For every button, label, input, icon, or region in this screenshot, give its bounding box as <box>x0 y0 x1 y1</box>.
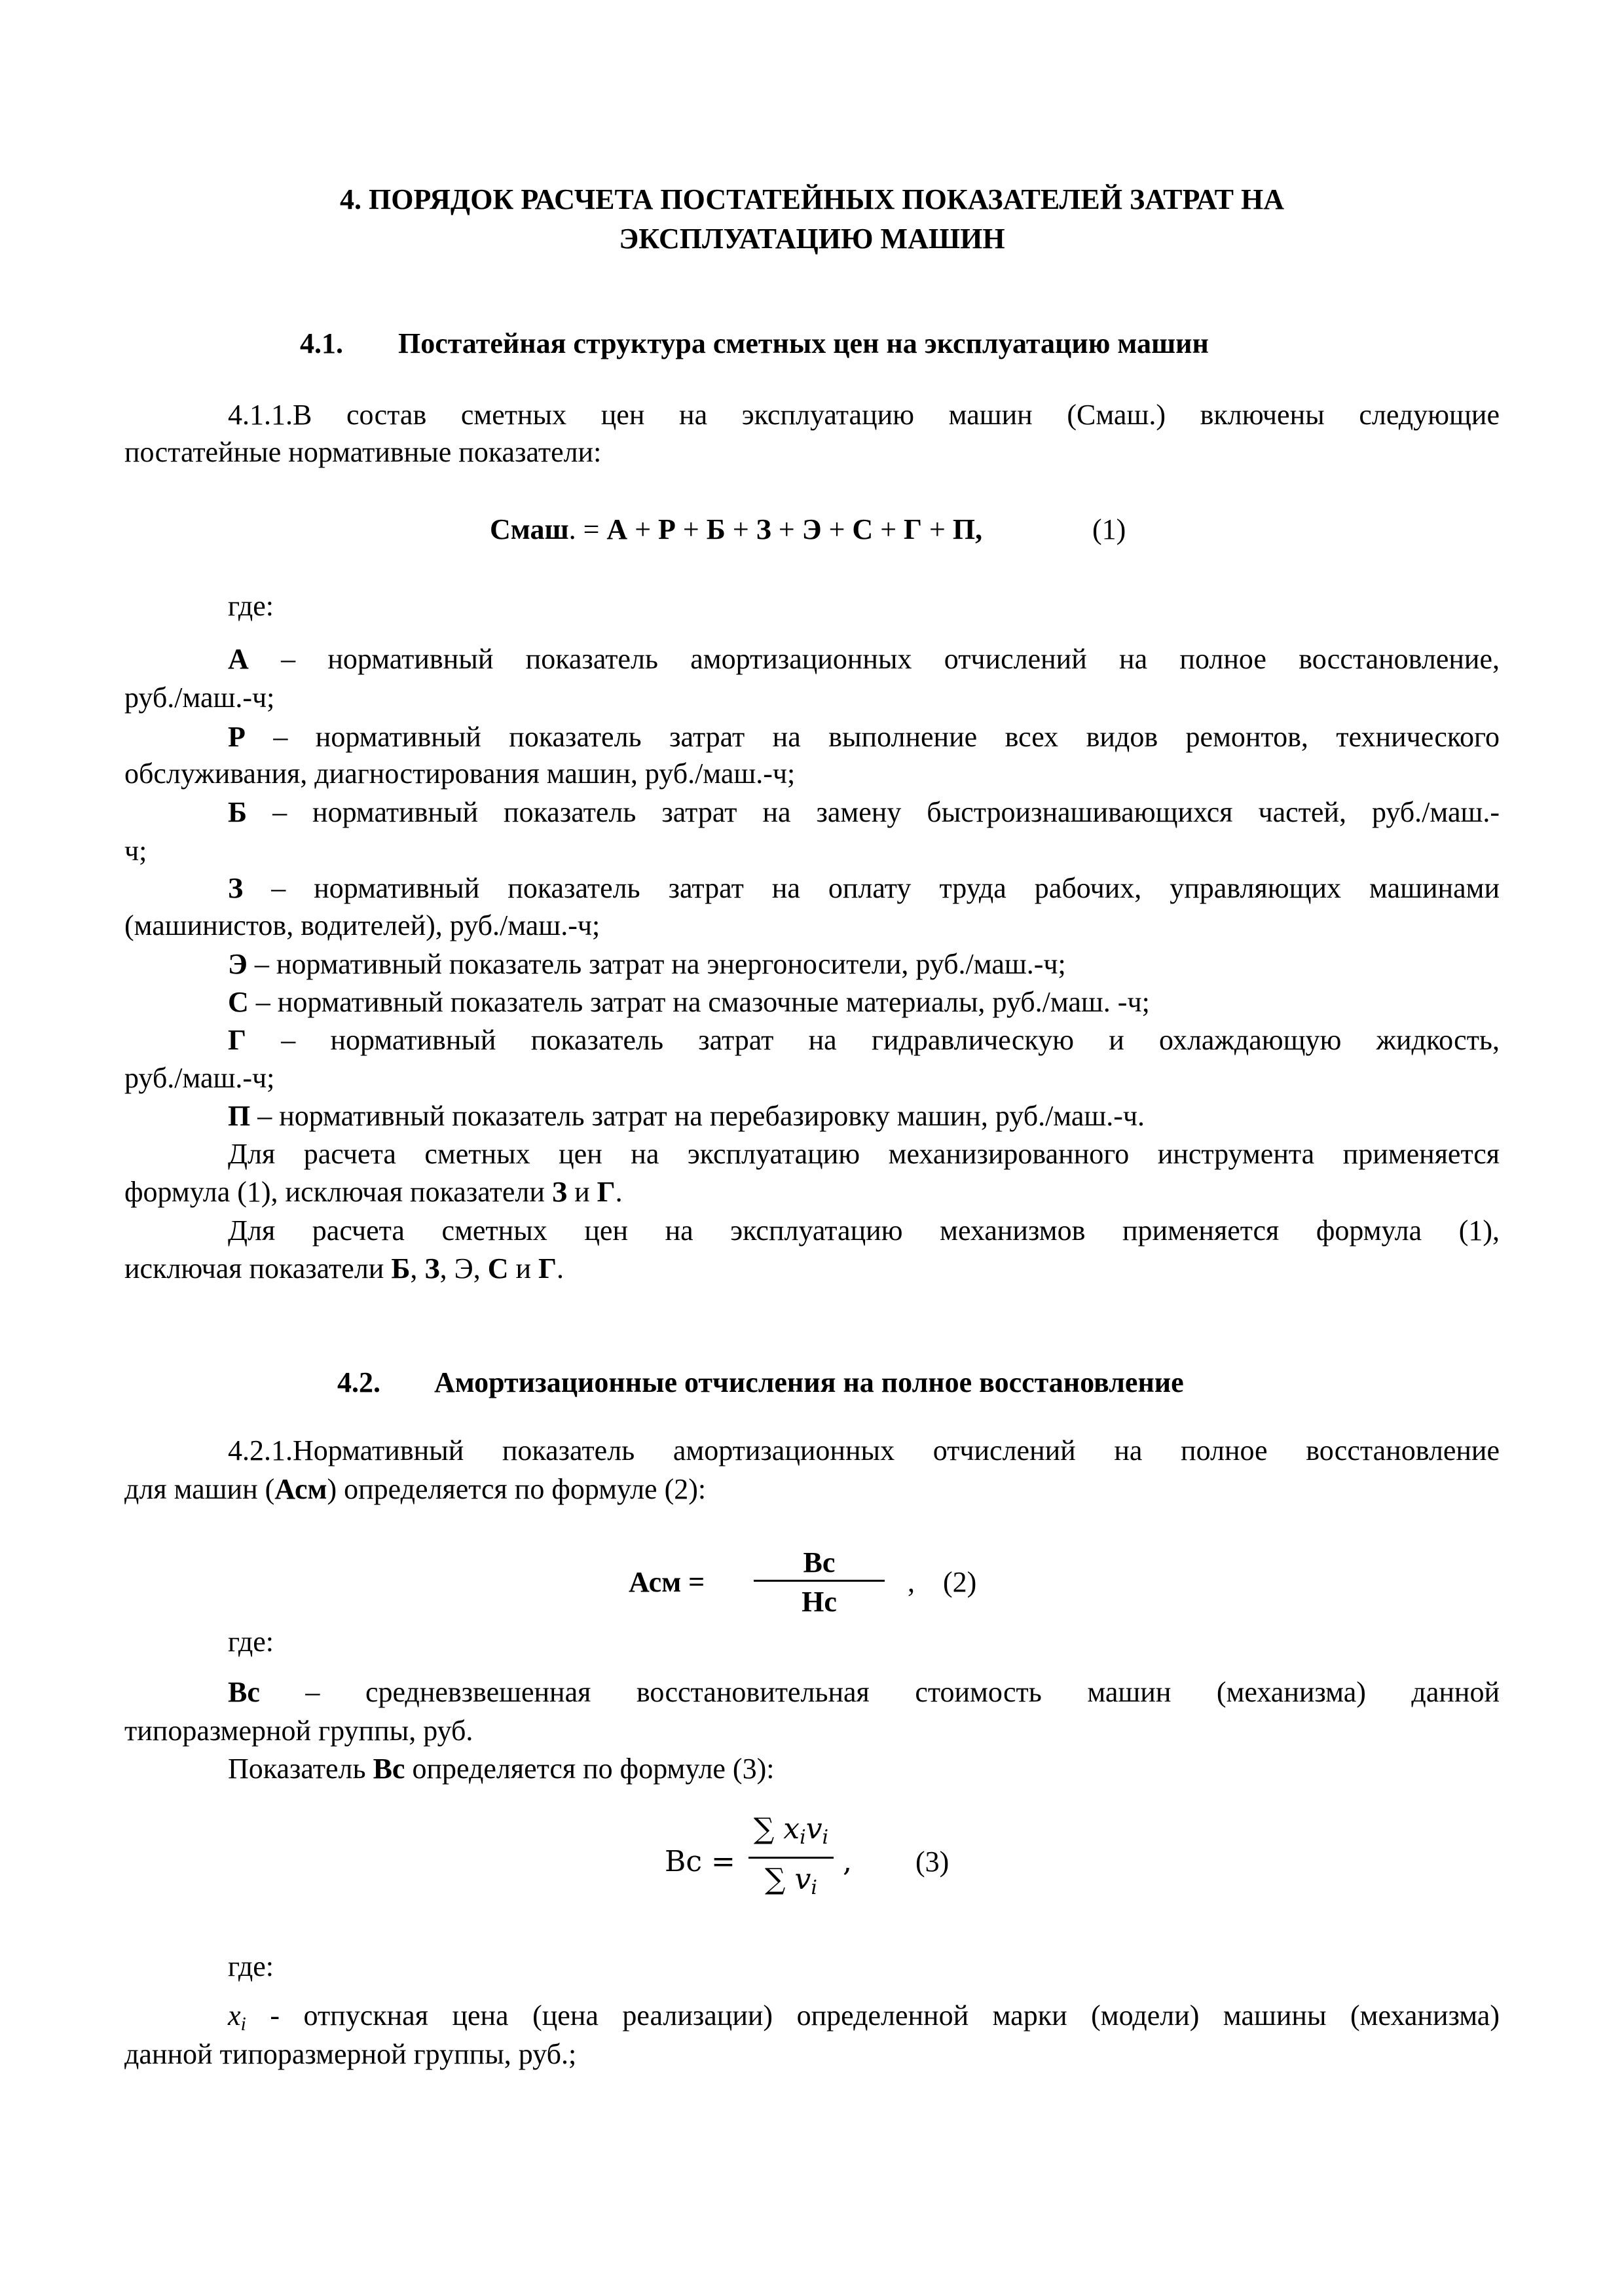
item-e-text: – нормативный показатель затрат на энергоносители, руб./маш.-ч; <box>247 948 1066 980</box>
where-label-3: где: <box>228 1950 274 1982</box>
note-2-line-1: Для расчета сметных цен на эксплуатацию механизмов применяется формула (1), <box>228 1214 1500 1247</box>
formula-2-separator: , <box>908 1566 915 1598</box>
formula-2-numerator: Вс <box>803 1546 836 1578</box>
item-g-text: – нормативный показатель затрат на гидравлическую и охлаждающую жидкость, <box>246 1024 1500 1056</box>
formula-1-term-p: П <box>952 513 976 545</box>
note-2-b: Б <box>391 1252 411 1285</box>
item-p-text: – нормативный показатель затрат на перебазировку машин, руб./маш.-ч. <box>250 1100 1145 1132</box>
bc-definition-line-1: Вс – средневзвешенная восстановительная стоимость машин (механизма) данной <box>228 1676 1500 1708</box>
formula-3-number: (3) <box>915 1846 950 1878</box>
formula-2-number: (2) <box>943 1566 977 1598</box>
note-2-g: Г <box>538 1252 557 1285</box>
formula-3-lhs: Вс = <box>665 1845 735 1878</box>
formula-1: Смаш. = А + Р + Б + З + Э + С + Г + П, <box>490 513 983 545</box>
note-1-g: Г <box>597 1176 616 1208</box>
formula-2-lhs: Асм = <box>629 1566 705 1598</box>
paragraph-4-1-1-line-1: 4.1.1.В состав сметных цен на эксплуатацию машин (Смаш.) включены следующие <box>228 399 1500 431</box>
section-4-2-number: 4.2. <box>337 1366 380 1398</box>
item-p-symbol: П <box>228 1100 251 1132</box>
formula-1-term-g: Г <box>904 513 923 545</box>
item-s-text: – нормативный показатель затрат на смазочные материалы, руб./маш. -ч; <box>248 986 1150 1018</box>
item-r-symbol: Р <box>228 721 246 753</box>
formula-1-term-e: Э <box>802 513 822 545</box>
formula-1-eq: . = <box>568 513 607 545</box>
xi-definition-line-1: $x_i$ - отпускная цена (цена реализации) определенной марки (модели) машины (механизма) <box>228 1999 1500 2035</box>
where-label-2: где: <box>228 1626 274 1658</box>
xi-symbol: x <box>228 1999 241 2032</box>
formula-2-fraction-bar <box>754 1580 885 1582</box>
item-g-line-1 <box>228 1026 1500 1055</box>
formula-1-term-z: З <box>756 513 771 545</box>
formula-1-lhs: Смаш <box>490 513 569 545</box>
item-r-line-2: обслуживания, диагностирования машин, руб./маш.-ч; <box>124 757 796 790</box>
item-z-symbol: З <box>228 872 244 904</box>
asm-symbol: Асм <box>274 1473 327 1505</box>
note-2-s: С <box>487 1252 509 1285</box>
chapter-title-line-2: ЭКСПЛУАТАЦИЮ МАШИН <box>619 223 1005 255</box>
item-z-line-1 <box>228 874 1500 903</box>
item-z-line-2: (машинистов, водителей), руб./маш.-ч; <box>124 909 600 941</box>
note-1-line-2: формула (1), исключая показатели З и Г. <box>124 1176 623 1208</box>
item-g-symbol: Г <box>228 1024 246 1056</box>
paragraph-4-2-1-line-1: 4.2.1.Нормативный показатель амортизационных отчислений на полное восстановление <box>228 1434 1500 1467</box>
item-r-text: – нормативный показатель затрат на выполнение всех видов ремонтов, технического <box>245 721 1500 753</box>
formula-3-fraction-bar <box>748 1857 834 1859</box>
formula-3-numerator: ∑ $x_iv_i$ <box>753 1812 829 1849</box>
item-r-line-1 <box>228 723 1500 752</box>
chapter-title-line-1: 4. ПОРЯДОК РАСЧЕТА ПОСТАТЕЙНЫХ ПОКАЗАТЕЛЕЙ ЗАТРАТ НА <box>340 183 1284 215</box>
note-2-z: З <box>424 1252 440 1285</box>
bc-definition-line-2: типоразмерной группы, руб. <box>124 1715 473 1747</box>
item-b-line-1 <box>228 798 1500 827</box>
section-4-1-heading: Постатейная структура сметных цен на эксплуатацию машин <box>398 327 1209 359</box>
paragraph-4-2-1-line-2: для машин (Асм) определяется по формуле (2): <box>124 1473 707 1505</box>
note-2-line-2: исключая показатели Б, З, Э, С и Г. <box>124 1252 564 1285</box>
note-1-z: З <box>551 1176 568 1208</box>
item-e-symbol: Э <box>228 948 248 980</box>
item-p-line-1 <box>228 1102 1500 1131</box>
formula-1-number: (1) <box>1092 513 1126 545</box>
formula-1-term-b: Б <box>706 513 726 545</box>
item-a-text: – нормативный показатель амортизационных отчислений на полное восстановление, <box>248 643 1500 675</box>
formula-1-term-a: А <box>606 513 628 545</box>
bc-symbol: Вс <box>228 1676 260 1708</box>
item-e-line-1 <box>228 950 1500 979</box>
item-g-line-2: руб./маш.-ч; <box>124 1062 275 1094</box>
formula-3-separator: , <box>843 1845 852 1878</box>
formula-1-term-r: Р <box>658 513 676 545</box>
item-b-line-2: ч; <box>124 835 147 867</box>
formula-2-denominator: Нс <box>802 1586 837 1618</box>
where-label-1: где: <box>228 590 274 622</box>
section-4-2-heading: Амортизационные отчисления на полное восстановление <box>434 1366 1184 1398</box>
paragraph-4-1-1-line-2: постатейные нормативные показатели: <box>124 436 602 468</box>
item-a-line-2: руб./маш.-ч; <box>124 682 275 714</box>
item-b-symbol: Б <box>228 796 248 828</box>
item-s-line-1 <box>228 988 1500 1017</box>
bc-formula-intro: Показатель Вс определяется по формуле (3): <box>228 1753 775 1785</box>
item-s-symbol: С <box>228 986 249 1018</box>
section-4-1-number: 4.1. <box>300 327 343 359</box>
item-a-line-1 <box>228 645 1500 674</box>
formula-3-denominator: ∑ $v_i$ <box>765 1863 817 1899</box>
item-b-text: – нормативный показатель затрат на замену быстроизнашивающихся частей, руб./маш.- <box>247 796 1500 828</box>
formula-1-term-s: С <box>852 513 874 545</box>
item-a-symbol: А <box>228 643 249 675</box>
bc-symbol-2: Вс <box>373 1753 405 1785</box>
note-1-line-1: Для расчета сметных цен на эксплуатацию механизированного инструмента применяется <box>228 1138 1500 1170</box>
xi-definition-line-2: данной типоразмерной группы, руб.; <box>124 2038 577 2070</box>
item-z-text: – нормативный показатель затрат на оплату труда рабочих, управляющих машинами <box>243 872 1500 904</box>
